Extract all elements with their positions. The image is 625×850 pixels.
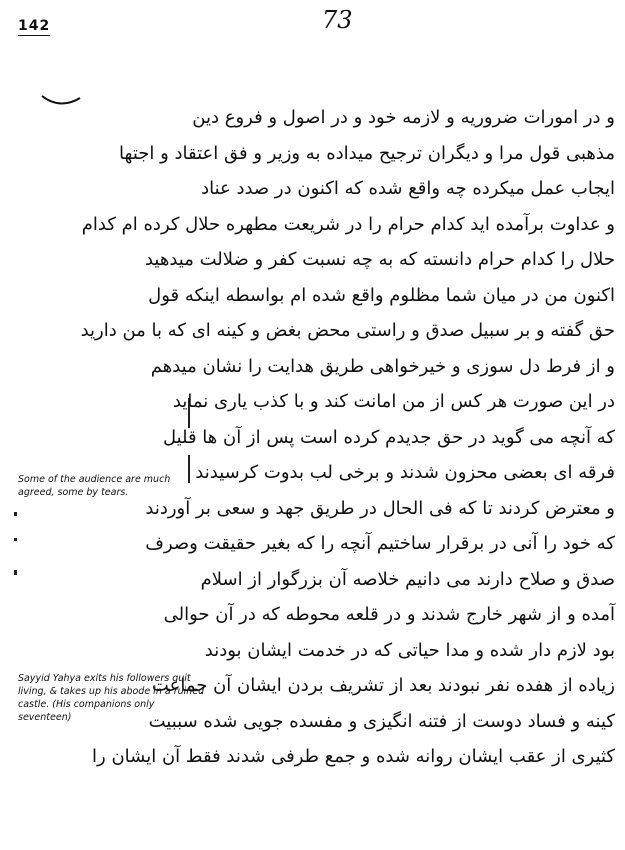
text-line: فرقه ای بعضی محزون شدند و برخی لب بدوت کرسیدند [195,462,615,483]
text-line: و در امورات ضروریه و لازمه خود و در اصول و فروع دین [192,107,615,128]
text-line: که آنچه می گوید در حق جدیدم کرده است پس از آن ها قلیل [162,426,615,448]
text-line: آمده و از شهر خارج شدند و در قلعه محوطه که در آن حوالی [163,604,615,625]
margin-curve-mark [40,92,82,110]
text-line: ایجاب عمل میکرده چه واقع شده که اکنون در صدد عناد [201,178,615,199]
text-line: و از فرط دل سوزی و خیرخواهی طریق هدایت را نشان میدهم [150,355,615,377]
text-line: و عداوت برآمده اید کدام حرام را در شریعت مطهره حلال کرده ام کدام [81,213,615,235]
text-line: صدق و صلاح دارند می دانیم خلاصه آن بزرگوار از اسلام [200,568,615,590]
text-line: کثیری از عقب ایشان روانه شده و جمع طرفی شدند فقط آن ایشان را [92,746,615,767]
text-line: و معترض کردند تا که فی الحال در طریق جهد و سعی بر آوردند [145,497,615,519]
text-line: که خود را آنی در برقرار ساختیم آنچه را که بغیر حقیقت وصرف [145,533,615,554]
margin-note: Some of the audience are much agreed, some by tears. [18,474,171,498]
folio-number: 142 [18,18,51,34]
text-line: در این صورت هر کس از من امانت کند و با کذب یاری نماید [172,391,615,412]
margin-dot-marks [12,510,20,580]
text-line: کینه و فساد دوست از فتنه انگیزی و مفسده جویی شده سببیت [148,710,615,732]
page-number: 73 [322,6,353,34]
text-line: بود لازم دار شده و مدا حیاتی که در خدمت ایشان بودند [204,639,615,661]
text-line: حلال را کدام حرام دانسته که به چه نسبت کفر و ضلالت میدهید [144,249,615,270]
text-line: زیاده از هفده نفر نبودند بعد از تشریف بردن ایشان آن جماعت [151,675,615,696]
text-line: مذهبی قول مرا و دیگران ترجیح میداده به وزیر و فق اعتقاد و اجتها [119,142,615,164]
text-line: حق گفته و بر سبیل صدق و راستی محض بغض و کینه ای که با من دارید [80,320,615,341]
text-line: اکنون من در میان شما مظلوم واقع شده ام بواسطه اینکه قول [148,284,615,306]
margin-note: Sayyid Yahya exits his followers quit living, & takes up his abode in a ruined castle. (His companions only seventeen) [18,673,205,723]
